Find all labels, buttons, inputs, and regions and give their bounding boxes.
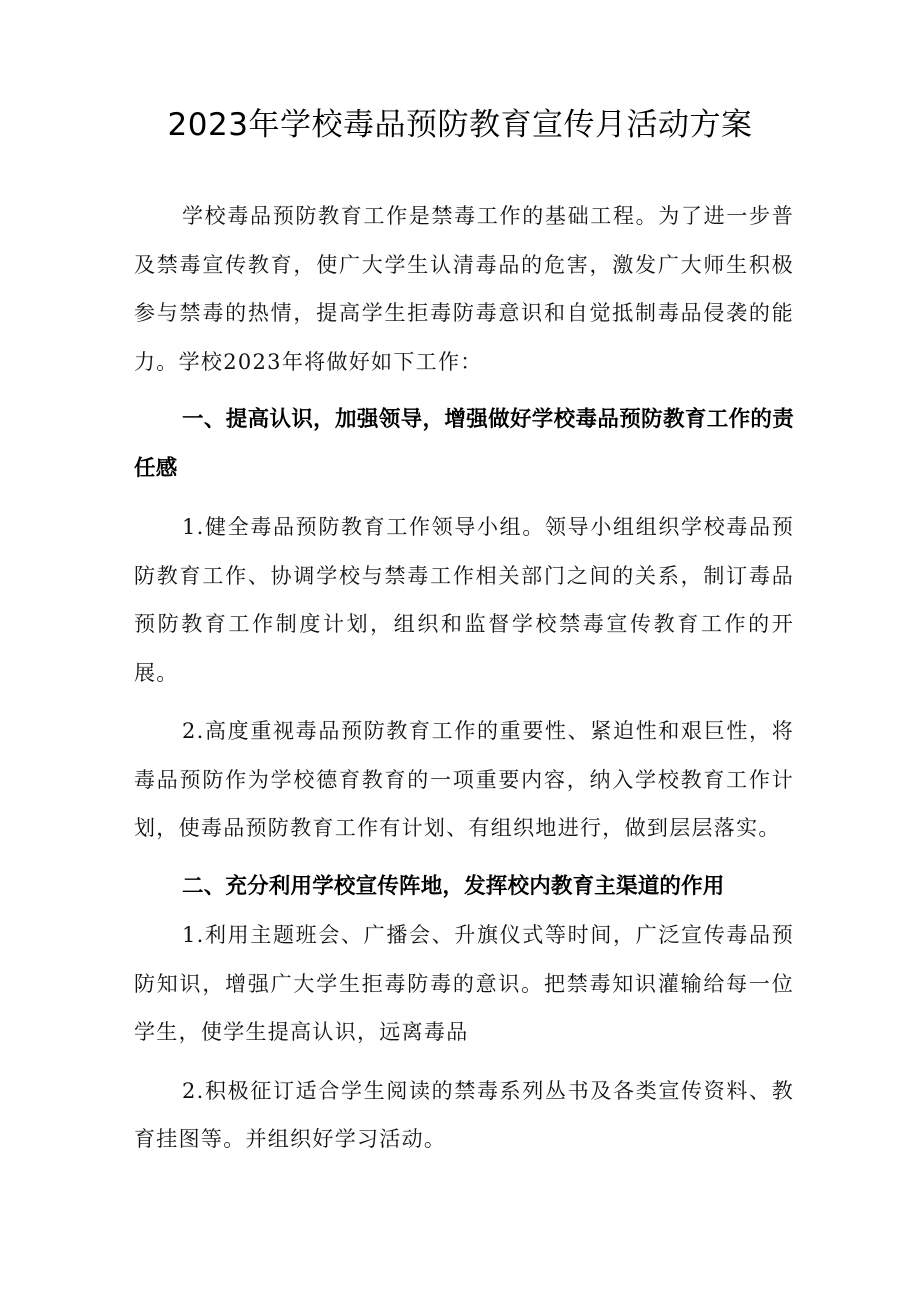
spacer xyxy=(134,386,794,396)
document-body xyxy=(134,192,794,1164)
spacer xyxy=(134,697,794,707)
section-heading-2: 二、充分利用学校宣传阵地，发挥校内教育主渠道的作用 xyxy=(182,873,725,899)
intro-paragraph: 学校毒品预防教育工作是禁毒工作的基础工程。为了进一步普及禁毒宣传教育，使广大学生认清毒品的危害，激发广大师生积极参与禁毒的热情，提高学生拒毒防毒意识和自觉抵制毒品侵袭的能力。学校2023年将做好如下工作： xyxy=(134,204,794,374)
section-2-item-1: 1.利用主题班会、广播会、升旗仪式等时间，广泛宣传毒品预防知识，增强广大学生拒毒防毒的意识。把禁毒知识灌输给每一位学生，使学生提高认识，远离毒品 xyxy=(134,923,794,1044)
section-2-item-2: 2.积极征订适合学生阅读的禁毒系列丛书及各类宣传资料、教育挂图等。并组织好学习活动。 xyxy=(134,1078,794,1151)
section-1-item-1: 1.健全毒品预防教育工作领导小组。领导小组组织学校毒品预防教育工作、协调学校与禁毒工作相关部门之间的关系，制订毒品预防教育工作制度计划，组织和监督学校禁毒宣传教育工作的开展。 xyxy=(134,515,794,685)
spacer xyxy=(134,853,794,863)
section-1-item-2: 2.高度重视毒品预防教育工作的重要性、紧迫性和艰巨性，将毒品预防作为学校德育教育的一项重要内容，纳入学校教育工作计划，使毒品预防教育工作有计划、有组织地进行，做到层层落实。 xyxy=(134,719,794,840)
spacer xyxy=(134,1057,794,1067)
document-title: 2023年学校毒品预防教育宣传月活动方案 xyxy=(167,107,753,143)
spacer xyxy=(134,493,794,503)
section-heading-1: 一、提高认识，加强领导，增强做好学校毒品预防教育工作的责任感 xyxy=(134,407,794,481)
